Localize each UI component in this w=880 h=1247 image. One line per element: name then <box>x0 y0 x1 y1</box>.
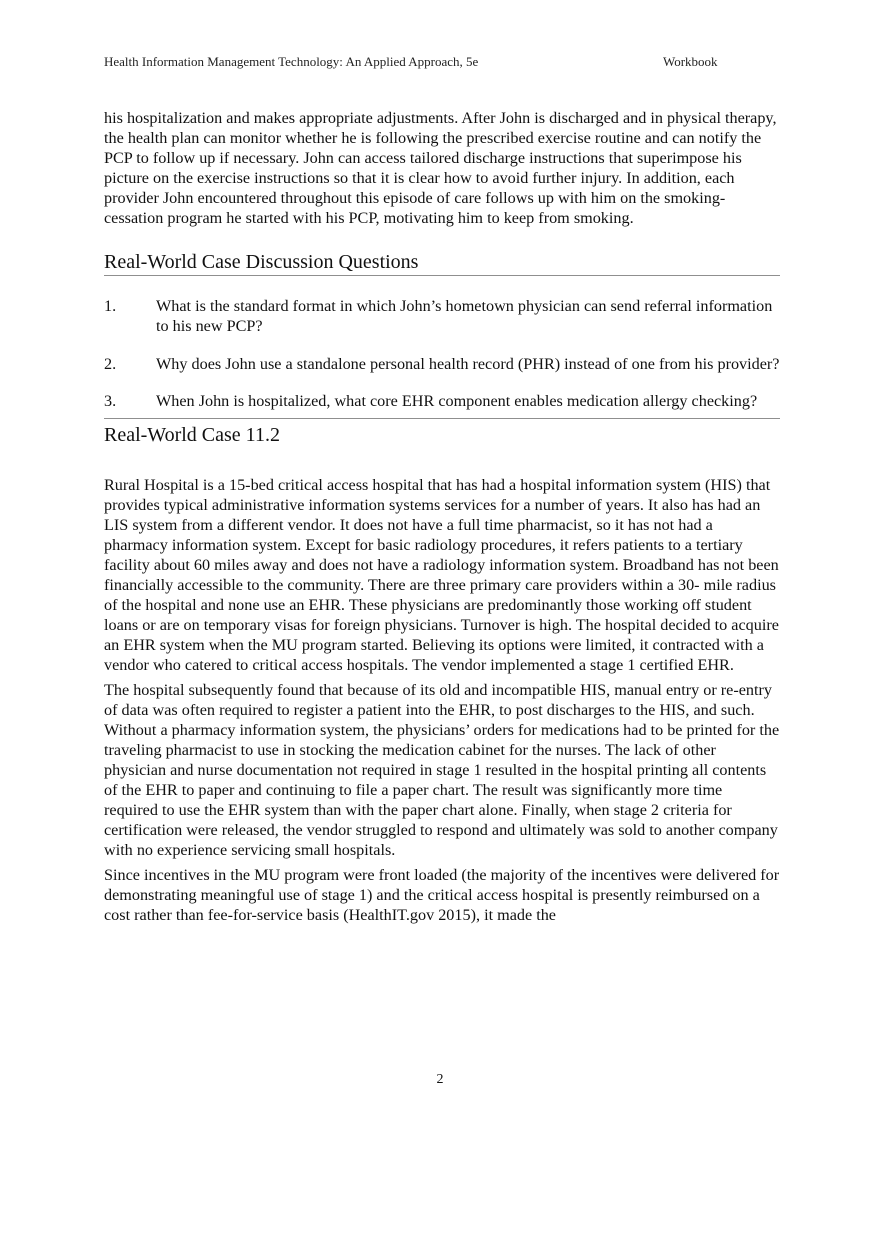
discussion-heading: Real-World Case Discussion Questions <box>104 250 780 276</box>
list-item <box>104 354 780 374</box>
section-divider <box>104 418 780 419</box>
section-label: Workbook <box>663 54 718 69</box>
question-text: Why does John use a standalone personal health record (PHR) instead of one from his provider? <box>156 355 780 373</box>
case-paragraph: Since incentives in the MU program were front loaded (the majority of the incentives were delivered for demonstrating meaningful use of stage 1) and the critical access hospital is presently reimbursed on a cost rather than fee-for-service basis (HealthIT.gov 2015), it made the <box>104 866 780 924</box>
list-item <box>104 391 780 411</box>
question-number: 3. <box>104 392 117 410</box>
question-number: 2. <box>104 355 117 373</box>
discussion-question-list <box>104 296 780 411</box>
page-content <box>104 108 780 925</box>
question-text: When John is hospitalized, what core EHR component enables medication allergy checking? <box>156 392 758 410</box>
case-heading: Real-World Case 11.2 <box>104 424 280 446</box>
book-title: Health Information Management Technology: An Applied Approach, 5e <box>104 54 479 69</box>
case-paragraph: Rural Hospital is a 15-bed critical access hospital that has had a hospital information system (HIS) that provides typical administrative information systems services for a number of years. It also has had an LIS system from a different vendor. It does not have a full time pharmacist, so it has not had a pharmacy information system. Except for basic radiology procedures, it refers patients to a tertiary facility about 60 miles away and does not have a radiology information system. Broadband has not been financially accessible to the community. There are three primary care providers within a 30- mile radius of the hospital and none use an EHR. These physicians are predominantly those working off student loans or are on temporary visas for foreign physicians. Turnover is high. The hospital decided to acquire an EHR system when the MU program started. Believing its options were limited, it contracted with a vendor who catered to critical access hospitals. The vendor implemented a stage 1 certified EHR. <box>104 476 779 674</box>
intro-paragraph: his hospitalization and makes appropriate adjustments. After John is discharged and in physical therapy, the health plan can monitor whether he is following the prescribed exercise routine and can notify the PCP to follow up if necessary. John can access tailored discharge instructions that superimpose his picture on the exercise instructions so that it is clear how to avoid further injury. In addition, each provider John encountered throughout this episode of care follows up with him on the smoking-cessation program he started with his PCP, motivating him to keep from smoking. <box>104 109 777 227</box>
page-number: 2 <box>436 1072 444 1087</box>
case-paragraph: The hospital subsequently found that because of its old and incompatible HIS, manual entry or re-entry of data was often required to register a patient into the EHR, to post discharges to the HIS, and such. Without a pharmacy information system, the physicians’ orders for medications had to be printed for the traveling pharmacist to use in stocking the medication cabinet for the nurses. The lack of other physician and nurse documentation not required in stage 1 resulted in the hospital printing all contents of the EHR to paper and continuing to file a paper chart. The result was significantly more time required to use the EHR system than with the paper chart alone. Finally, when stage 2 criteria for certification were released, the vendor struggled to respond and ultimately was sold to another company with no experience servicing small hospitals. <box>104 681 780 859</box>
question-number: 1. <box>104 297 117 315</box>
list-item <box>104 296 780 336</box>
question-text: What is the standard format in which John’s hometown physician can send referral information to his new PCP? <box>156 297 773 335</box>
